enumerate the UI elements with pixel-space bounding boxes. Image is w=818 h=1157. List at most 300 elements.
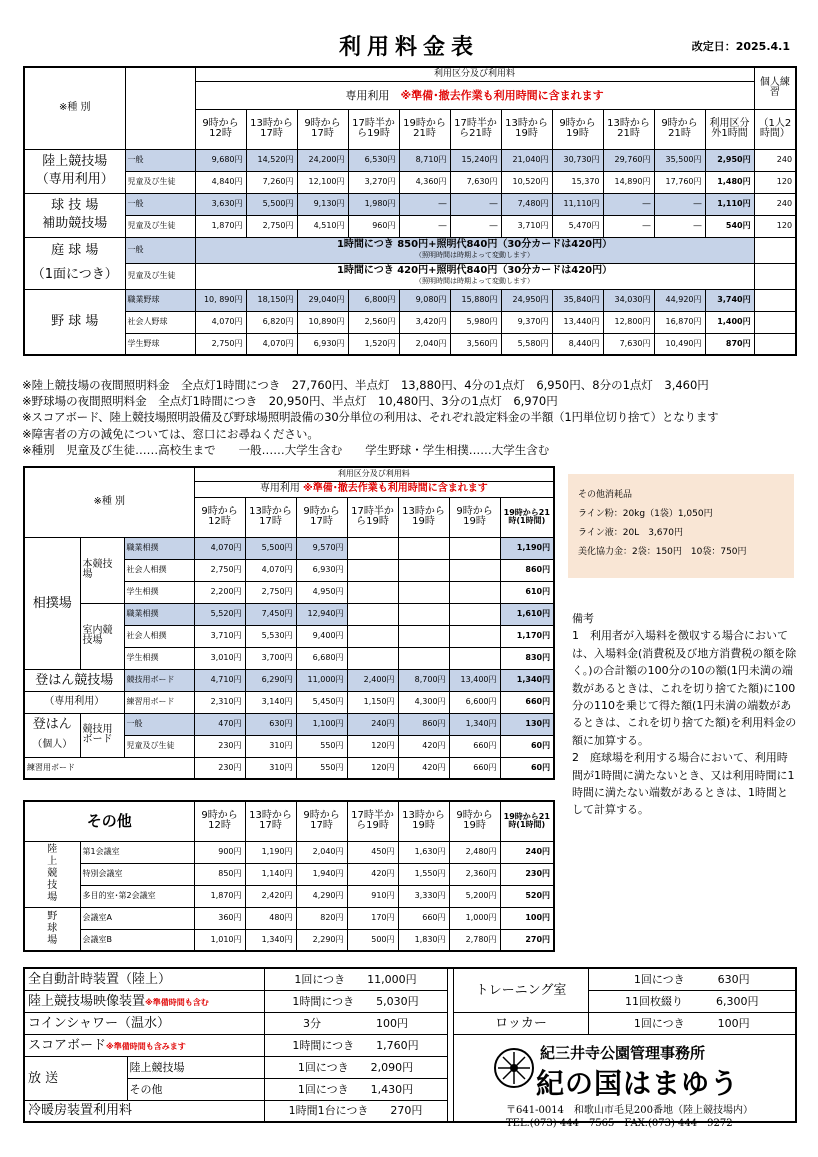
fee-cell [398, 603, 449, 625]
row-sub: 学生相撲 [124, 647, 194, 669]
time-header: 9時から19時 [449, 801, 500, 841]
row-sub: 会議室B [80, 929, 194, 951]
price: 270円 [390, 1104, 423, 1118]
other-facilities-table [23, 800, 555, 952]
fee-cell: 3,140円 [245, 691, 296, 713]
fee-cell: 7,630円 [450, 171, 501, 193]
fee-cell: 1,480円 [705, 171, 754, 193]
equipment-label: コインシャワー（温水） [24, 1012, 264, 1034]
time-header: 17時半から21時 [450, 109, 501, 149]
senyo-label: 専用利用 [345, 88, 390, 102]
fee-cell: 240円 [500, 841, 554, 863]
rikujo-sub: （専用利用） [35, 172, 114, 187]
row-sub: 社会人相撲 [124, 625, 194, 647]
fee-cell: ― [654, 215, 705, 237]
fee-cell: 6,930円 [297, 333, 348, 355]
time-header: 13時から21時 [603, 109, 654, 149]
time-header: 13時から19時 [501, 109, 552, 149]
price: 11,000円 [367, 972, 417, 986]
fee-cell: ― [399, 215, 450, 237]
fee-cell: 10,490円 [654, 333, 705, 355]
row-sub: 特別会議室 [80, 863, 194, 885]
shubetsu-header: ※種 別 [24, 67, 125, 149]
fee-cell: 3,420円 [399, 311, 450, 333]
time-header: 9時から19時 [552, 109, 603, 149]
org-name: 紀三井寺公園管理事務所 [540, 1044, 706, 1062]
fee-cell: 6,530円 [348, 149, 399, 171]
fee-cell: 2,290円 [296, 929, 347, 951]
page-title: 利用料金表 [338, 35, 479, 60]
fee-cell: 450円 [347, 841, 398, 863]
time-header: 17時半から19時 [347, 497, 398, 537]
teikyu-sub: （1面につき） [31, 267, 118, 282]
fee-cell: 8,710円 [399, 149, 450, 171]
consumables-title: その他消耗品 [578, 490, 633, 500]
fee-cell: 4,070円 [195, 311, 246, 333]
fee-cell: 2,040円 [296, 841, 347, 863]
fee-cell: 4,070円 [194, 537, 245, 559]
fee-cell: 120円 [347, 735, 398, 757]
unit: 1回につき [294, 972, 346, 986]
equipment-note: ※準備時間も含む [145, 997, 209, 1007]
fee-cell: 6,800円 [348, 289, 399, 311]
row-sub: 一般 [124, 713, 194, 735]
row-sub: 一般 [125, 149, 195, 171]
fee-cell: ― [399, 193, 450, 215]
fee-cell: 7,630円 [603, 333, 654, 355]
fee-cell: 10,520円 [501, 171, 552, 193]
fee-cell [449, 559, 500, 581]
fee-cell: 3,560円 [450, 333, 501, 355]
fee-cell: 6,680円 [296, 647, 347, 669]
fee-cell: 1,550円 [398, 863, 449, 885]
row-sub: 職業野球 [125, 289, 195, 311]
row-sub: 社会人相撲 [124, 559, 194, 581]
row-sub: 多目的室･第2会議室 [80, 885, 194, 907]
fee-cell: 830円 [500, 647, 554, 669]
fee-cell: 6,930円 [296, 559, 347, 581]
fee-cell: 5,450円 [296, 691, 347, 713]
tohan-kojin-label: 登はん [32, 717, 72, 732]
fee-cell: 1,340円 [245, 929, 296, 951]
fee-cell: 1,870円 [195, 215, 246, 237]
tohan-kojin-sub: （個人） [32, 739, 73, 750]
time-header: 9時から12時 [195, 109, 246, 149]
fee-cell: 5,500円 [246, 193, 297, 215]
time-header: 17時半から19時 [348, 109, 399, 149]
fee-cell: 29,760円 [603, 149, 654, 171]
time-header: 9時から12時 [194, 497, 245, 537]
consumable-item: ライン液：20L 3,670円 [578, 528, 683, 538]
fee-cell: ― [450, 193, 501, 215]
remark-paragraph: 2 庭球場を利用する場合において、利用時間が1時間に満たないとき、又は利用時間に1時間に満たない端数があるときは、1時間として計算する。 [572, 751, 795, 817]
fee-cell: 1,940円 [296, 863, 347, 885]
fee-cell: 660円 [398, 907, 449, 929]
time-header: 9時から17時 [296, 497, 347, 537]
fee-cell: 910円 [347, 885, 398, 907]
kyugi-label: 球 技 場 [51, 198, 99, 213]
fee-cell: 5,500円 [245, 537, 296, 559]
fee-cell: 8,700円 [398, 669, 449, 691]
fee-cell: 240 [754, 193, 796, 215]
row-sub: 学生野球 [125, 333, 195, 355]
sumo-climbing-table [23, 466, 555, 780]
fee-cell: 16,870円 [654, 311, 705, 333]
fee-cell: 1,010円 [194, 929, 245, 951]
kojin-header: 個人練習 [754, 67, 796, 109]
fee-cell [398, 537, 449, 559]
fee-cell: 1,980円 [348, 193, 399, 215]
group-header: 利用区分及び利用料 [195, 67, 754, 81]
fee-cell [347, 559, 398, 581]
fee-cell: 420円 [398, 735, 449, 757]
fee-cell: 1,520円 [348, 333, 399, 355]
fee-cell: 230円 [194, 757, 245, 779]
fee-cell: 3,700円 [245, 647, 296, 669]
fee-cell: 15,240円 [450, 149, 501, 171]
fee-cell: 500円 [347, 929, 398, 951]
yakyu-label: 野 球 場 [24, 289, 125, 355]
broadcast-label: 放 送 [24, 1056, 127, 1100]
fee-cell: 2,200円 [194, 581, 245, 603]
price: 100円 [376, 1016, 409, 1030]
consumable-item: ライン粉：20kg（1袋）1,050円 [578, 509, 713, 519]
row-sub: 会議室A [80, 907, 194, 929]
teikyu-label: 庭 球 場 [51, 243, 99, 258]
fee-cell: 15,880円 [450, 289, 501, 311]
remark-paragraph: 1 利用者が入場料を徴収する場合においては、入場料金(消費税及び地方消費税の額を除く。)の合計額の100分の10の額(1円未満の端数があるときは、これを切り捨てた額)に100分の110を乗じて得た額(1円未満の端数があるときは、これを切り捨てた額)を利用料金の額に加算する。 [572, 629, 797, 747]
fee-cell: 2,360円 [449, 863, 500, 885]
header [0, 30, 818, 60]
row-sub: 競技用ボード [124, 669, 194, 691]
fee-cell [449, 581, 500, 603]
fee-cell: 2,480円 [449, 841, 500, 863]
fee-cell: 870円 [705, 333, 754, 355]
fee-cell: 4,360円 [399, 171, 450, 193]
fee-cell: 1,610円 [500, 603, 554, 625]
fee-cell: 4,300円 [398, 691, 449, 713]
training-room-label: トレーニング室 [453, 968, 588, 1012]
fee-cell: 310円 [245, 735, 296, 757]
note-line: ※スコアボード、陸上競技場照明設備及び野球場照明設備の30分単位の利用は、それぞれ設定料金の半額（1円単位切り捨て）となります [22, 410, 719, 425]
fee-cell: 660円 [449, 757, 500, 779]
unit: 3分 [303, 1016, 322, 1030]
kojin-sub: （1人2時間） [754, 109, 796, 149]
fee-cell: 4,070円 [246, 333, 297, 355]
row-sub: 学生相撲 [124, 581, 194, 603]
main-fee-table [23, 66, 797, 356]
fee-cell: 120円 [347, 757, 398, 779]
fee-cell: 14,520円 [246, 149, 297, 171]
fee-cell: 29,040円 [297, 289, 348, 311]
fee-cell: 9,680円 [195, 149, 246, 171]
fee-cell: 660円 [449, 735, 500, 757]
row-sub: 児童及び生徒 [125, 263, 195, 289]
fee-cell: 9,080円 [399, 289, 450, 311]
fee-cell: 60円 [500, 735, 554, 757]
price: 2,090円 [370, 1060, 414, 1074]
fee-cell: 9,400円 [296, 625, 347, 647]
row-sub: 第1会議室 [80, 841, 194, 863]
equipment-label: 全自動計時装置（陸上） [24, 968, 264, 990]
fee-cell: 1,830円 [398, 929, 449, 951]
fee-cell: 2,310円 [194, 691, 245, 713]
equipment-note: ※準備時間も含みます [106, 1041, 186, 1051]
fee-cell [449, 625, 500, 647]
fee-cell: ― [603, 193, 654, 215]
fee-cell: 660円 [500, 691, 554, 713]
fee-cell: 3,740円 [705, 289, 754, 311]
time-header: 9時から17時 [296, 801, 347, 841]
fee-cell: 2,750円 [245, 581, 296, 603]
fee-cell: 7,450円 [245, 603, 296, 625]
fee-cell: ― [654, 193, 705, 215]
fee-cell: 2,750円 [195, 333, 246, 355]
fee-cell: 4,950円 [296, 581, 347, 603]
fee-cell: 5,580円 [501, 333, 552, 355]
fee-cell: 360円 [194, 907, 245, 929]
row-sub: 社会人野球 [125, 311, 195, 333]
fee-cell: 230円 [194, 735, 245, 757]
fee-cell: 120 [754, 171, 796, 193]
fee-cell: 11,110円 [552, 193, 603, 215]
fee-cell: 2,950円 [705, 149, 754, 171]
time-header: 9時から17時 [297, 109, 348, 149]
fee-cell: 3,630円 [195, 193, 246, 215]
fee-cell: 13,440円 [552, 311, 603, 333]
unit: 1時間につき [292, 994, 355, 1008]
fee-cell: 960円 [348, 215, 399, 237]
time-header: 13時から19時 [398, 801, 449, 841]
note-line: ※野球場の夜間照明料金 全点灯1時間につき 20,950円、半点灯 10,480円、3分の1点灯 6,970円 [22, 394, 558, 409]
price: 630円 [717, 972, 750, 986]
fee-cell: 5,530円 [245, 625, 296, 647]
fee-cell: 4,070円 [245, 559, 296, 581]
shitsunai-label: 室内競技場 [80, 603, 124, 669]
consumables-box [568, 474, 794, 578]
fee-cell: 5,520円 [194, 603, 245, 625]
time-header: 13時から17時 [245, 497, 296, 537]
unit: 1回につき [633, 972, 685, 986]
fee-cell: 14,890円 [603, 171, 654, 193]
locker-label: ロッカー [453, 1012, 588, 1034]
fee-cell [449, 603, 500, 625]
fee-cell: 7,480円 [501, 193, 552, 215]
fee-cell: 540円 [705, 215, 754, 237]
fee-cell: 170円 [347, 907, 398, 929]
price: 5,030円 [376, 994, 419, 1008]
teikyu-child-fee: 1時間につき 420円+照明代840円（30分カードは420円） [336, 265, 613, 276]
fee-cell: 5,470円 [552, 215, 603, 237]
fee-cell: 1,110円 [705, 193, 754, 215]
fee-cell [347, 625, 398, 647]
time-header: 9時から21時 [654, 109, 705, 149]
rikujo-label: 陸上競技場 [42, 154, 108, 169]
equipment-label: 冷暖房装置利用料 [24, 1100, 264, 1122]
consumable-item: 美化協力金：2袋：150円 10袋：750円 [578, 547, 747, 557]
unit: 1回につき [633, 1016, 685, 1030]
fee-cell: 2,780円 [449, 929, 500, 951]
fee-cell: 34,030円 [603, 289, 654, 311]
teikyu-general-fee: 1時間につき 850円+照明代840円（30分カードは420円） [336, 239, 613, 250]
address: 〒641-0014 和歌山市毛見200番地（陸上競技場内） [506, 1105, 754, 1116]
unit: 1時間1台につき [288, 1104, 369, 1118]
fee-cell: 4,510円 [297, 215, 348, 237]
fee-cell: 240 [754, 149, 796, 171]
fee-cell: 11,000円 [296, 669, 347, 691]
fee-cell: 100円 [500, 907, 554, 929]
fee-cell: 13,400円 [449, 669, 500, 691]
fee-cell: 24,200円 [297, 149, 348, 171]
fee-cell: 520円 [500, 885, 554, 907]
fee-cell: 9,130円 [297, 193, 348, 215]
fee-cell: 480円 [245, 907, 296, 929]
senyo-label: 専用利用 [259, 483, 300, 494]
board-label: 競技用ボード [80, 713, 124, 757]
fee-cell: 130円 [500, 713, 554, 735]
fee-cell: 420円 [347, 863, 398, 885]
row-sub: 職業相撲 [124, 603, 194, 625]
fee-cell: 2,750円 [194, 559, 245, 581]
unit: 11回枚綴り [625, 994, 684, 1008]
fee-cell: 860円 [500, 559, 554, 581]
teikyu-note: （照明時間は時期よって変動します） [415, 277, 535, 285]
time-header: 13時から17時 [246, 109, 297, 149]
time-header: 利用区分外1時間 [705, 109, 754, 149]
remarks [572, 610, 798, 819]
fee-cell: 24,950円 [501, 289, 552, 311]
fee-cell: 15,370 [552, 171, 603, 193]
fee-cell: 550円 [296, 757, 347, 779]
time-header: 9時から19時 [449, 497, 500, 537]
price: 6,300円 [716, 994, 759, 1008]
note-line: ※陸上競技場の夜間照明料金 全点灯1時間につき 27,760円、半点灯 13,880円、4分の1点灯 6,950円、8分の1点灯 3,460円 [22, 378, 709, 392]
fee-cell: 8,440円 [552, 333, 603, 355]
equipment-label: 陸上競技場映像装置 [28, 993, 146, 1009]
time-header: 17時半から19時 [347, 801, 398, 841]
fee-cell: 550円 [296, 735, 347, 757]
equipment-label: スコアボード [28, 1037, 107, 1053]
fee-cell [347, 647, 398, 669]
fee-cell: 610円 [500, 581, 554, 603]
note-line: ※障害者の方の減免については、窓口にお尋ねください。 [22, 426, 319, 441]
phone-fax: TEL.(073) 444－7565 FAX.(073) 444－9272 [506, 1118, 733, 1129]
fee-cell: 60円 [500, 757, 554, 779]
fee-cell [449, 537, 500, 559]
fee-cell: 270円 [500, 929, 554, 951]
fee-cell: 2,560円 [348, 311, 399, 333]
fee-cell: 3,010円 [194, 647, 245, 669]
fee-cell: 850円 [194, 863, 245, 885]
teikyu-note: （照明時間は時期よって変動します） [415, 251, 535, 259]
fee-cell: 820円 [296, 907, 347, 929]
fee-cell: 44,920円 [654, 289, 705, 311]
fee-cell: 18,150円 [246, 289, 297, 311]
fee-cell: 10,890円 [297, 311, 348, 333]
fee-cell: 2,750円 [246, 215, 297, 237]
time-header: 19時から21時(1時間) [500, 497, 554, 537]
fee-cell [398, 647, 449, 669]
fee-cell: 120 [754, 215, 796, 237]
fee-cell: 1,340円 [500, 669, 554, 691]
unit: 1回につき [297, 1060, 349, 1074]
fee-cell: 9,370円 [501, 311, 552, 333]
broadcast-sub: その他 [127, 1078, 264, 1100]
fee-cell: 310円 [245, 757, 296, 779]
hamayuu-flower-icon [492, 1046, 536, 1090]
row-sub: 練習用ボード [124, 691, 194, 713]
fee-cell: 1,190円 [500, 537, 554, 559]
tohan-sub: （専用利用） [24, 691, 124, 713]
unit: 1時間につき [292, 1038, 355, 1052]
fee-cell: 1,870円 [194, 885, 245, 907]
fee-cell: 1,400円 [705, 311, 754, 333]
time-header: 19時から21時 [399, 109, 450, 149]
fee-cell: 10, 890円 [195, 289, 246, 311]
fee-cell [347, 581, 398, 603]
row-sub: 児童及び生徒 [125, 215, 195, 237]
row-sub: 一般 [125, 237, 195, 263]
fee-cell: 35,840円 [552, 289, 603, 311]
fee-cell: 230円 [500, 863, 554, 885]
fee-cell: 12,940円 [296, 603, 347, 625]
time-header: 9時から12時 [194, 801, 245, 841]
broadcast-sub: 陸上競技場 [127, 1056, 264, 1078]
fee-cell: 420円 [398, 757, 449, 779]
fee-cell: 860円 [398, 713, 449, 735]
fee-cell: 30,730円 [552, 149, 603, 171]
row-sub: 一般 [125, 193, 195, 215]
shubetsu-header: ※種 別 [24, 467, 194, 537]
row-sub: 児童及び生徒 [124, 735, 194, 757]
fee-cell: 2,400円 [347, 669, 398, 691]
fee-notes [22, 377, 802, 458]
fee-cell: 470円 [194, 713, 245, 735]
brand-name: 紀の国はまゆう [536, 1067, 740, 1100]
fee-cell: 630円 [245, 713, 296, 735]
fee-cell: 12,800円 [603, 311, 654, 333]
fee-cell: 2,040円 [399, 333, 450, 355]
red-note: ※準備･撤去作業も利用時間に含まれます [400, 88, 604, 102]
fee-cell: 7,260円 [246, 171, 297, 193]
fee-cell: 5,200円 [449, 885, 500, 907]
fee-cell: ― [450, 215, 501, 237]
unit: 1回につき [297, 1082, 349, 1096]
fee-cell [398, 559, 449, 581]
fee-cell: 240円 [347, 713, 398, 735]
note-line: ※種別 児童及び生徒‥‥‥高校生まで 一般‥‥‥大学生含む 学生野球・学生相撲‥‥‥大学生含む [22, 442, 550, 457]
fee-cell: 4,840円 [195, 171, 246, 193]
price: 1,430円 [370, 1082, 414, 1096]
fee-cell: 1,340円 [449, 713, 500, 735]
rikujo-label: 陸上競技場 [24, 841, 80, 907]
remarks-title: 備考 [572, 612, 594, 625]
fee-cell: 3,270円 [348, 171, 399, 193]
fee-cell [347, 537, 398, 559]
fee-cell: 1,100円 [296, 713, 347, 735]
fee-cell: 3,710円 [501, 215, 552, 237]
time-header: 19時から21時(1時間) [500, 801, 554, 841]
fee-cell: 3,330円 [398, 885, 449, 907]
fee-cell [347, 603, 398, 625]
time-header: 13時から17時 [245, 801, 296, 841]
price: 100円 [717, 1016, 750, 1030]
fee-cell: 35,500円 [654, 149, 705, 171]
fee-cell: 1,630円 [398, 841, 449, 863]
row-sub: 職業相撲 [124, 537, 194, 559]
fee-cell: 1,170円 [500, 625, 554, 647]
row-sub: 練習用ボード [24, 757, 194, 779]
